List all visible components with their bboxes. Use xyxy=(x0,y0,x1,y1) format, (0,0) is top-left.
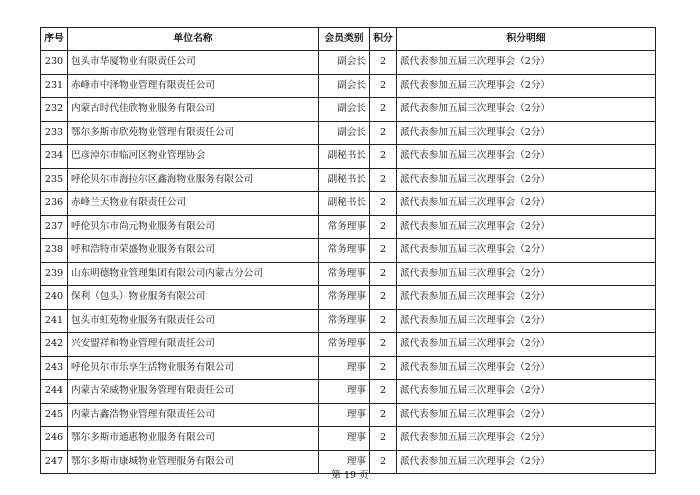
table-row xyxy=(41,215,656,239)
cell-serial-number: 235 xyxy=(41,168,68,192)
cell-member-category: 常务理事 xyxy=(319,286,370,310)
cell-serial-number: 231 xyxy=(41,74,68,98)
table-row xyxy=(41,356,656,380)
cell-serial-number: 233 xyxy=(41,121,68,145)
table-row xyxy=(41,239,656,263)
cell-points-detail: 派代表参加五届三次理事会（2分） xyxy=(397,215,656,239)
cell-points-detail: 派代表参加五届三次理事会（2分） xyxy=(397,98,656,122)
cell-serial-number: 241 xyxy=(41,309,68,333)
table-row xyxy=(41,121,656,145)
cell-member-category: 理事 xyxy=(319,380,370,404)
cell-points-detail: 派代表参加五届三次理事会（2分） xyxy=(397,356,656,380)
cell-points: 2 xyxy=(370,192,397,216)
cell-unit-name: 巴彦淖尔市临河区物业管理协会 xyxy=(68,145,319,169)
cell-serial-number: 247 xyxy=(41,450,68,474)
cell-points: 2 xyxy=(370,168,397,192)
cell-unit-name: 呼伦贝尔市尚元物业服务有限公司 xyxy=(68,215,319,239)
cell-points-detail: 派代表参加五届三次理事会（2分） xyxy=(397,309,656,333)
cell-points: 2 xyxy=(370,74,397,98)
cell-unit-name: 赤峰市中泽物业管理有限责任公司 xyxy=(68,74,319,98)
cell-member-category: 理事 xyxy=(319,450,370,474)
cell-unit-name: 鄂尔多斯市欣苑物业管理有限责任公司 xyxy=(68,121,319,145)
cell-points: 2 xyxy=(370,403,397,427)
cell-unit-name: 内蒙古鑫浩物业管理有限责任公司 xyxy=(68,403,319,427)
cell-points-detail: 派代表参加五届三次理事会（2分） xyxy=(397,121,656,145)
cell-points: 2 xyxy=(370,356,397,380)
table-row xyxy=(41,380,656,404)
header-points-detail: 积分明细 xyxy=(397,28,656,51)
cell-serial-number: 230 xyxy=(41,51,68,75)
cell-points-detail: 派代表参加五届三次理事会（2分） xyxy=(397,51,656,75)
cell-unit-name: 鄂尔多斯市通惠物业服务有限公司 xyxy=(68,427,319,451)
cell-serial-number: 232 xyxy=(41,98,68,122)
cell-unit-name: 呼和浩特市荣盛物业服务有限公司 xyxy=(68,239,319,263)
cell-serial-number: 245 xyxy=(41,403,68,427)
cell-member-category: 理事 xyxy=(319,427,370,451)
cell-member-category: 副会长 xyxy=(319,51,370,75)
header-points: 积分 xyxy=(370,28,397,51)
cell-member-category: 常务理事 xyxy=(319,239,370,263)
cell-points-detail: 派代表参加五届三次理事会（2分） xyxy=(397,403,656,427)
header-member-category: 会员类别 xyxy=(319,28,370,51)
table-row xyxy=(41,309,656,333)
cell-points-detail: 派代表参加五届三次理事会（2分） xyxy=(397,427,656,451)
table-row xyxy=(41,286,656,310)
cell-member-category: 副会长 xyxy=(319,98,370,122)
cell-serial-number: 243 xyxy=(41,356,68,380)
cell-member-category: 理事 xyxy=(319,356,370,380)
cell-points: 2 xyxy=(370,333,397,357)
table-row xyxy=(41,427,656,451)
cell-member-category: 常务理事 xyxy=(319,333,370,357)
cell-points: 2 xyxy=(370,427,397,451)
table-row xyxy=(41,51,656,75)
cell-unit-name: 赤峰兰天物业有限责任公司 xyxy=(68,192,319,216)
cell-member-category: 副会长 xyxy=(319,74,370,98)
cell-serial-number: 234 xyxy=(41,145,68,169)
cell-points-detail: 派代表参加五届三次理事会（2分） xyxy=(397,286,656,310)
cell-serial-number: 242 xyxy=(41,333,68,357)
cell-serial-number: 238 xyxy=(41,239,68,263)
cell-member-category: 副秘书长 xyxy=(319,192,370,216)
cell-points-detail: 派代表参加五届三次理事会（2分） xyxy=(397,333,656,357)
cell-points-detail: 派代表参加五届三次理事会（2分） xyxy=(397,239,656,263)
cell-points: 2 xyxy=(370,98,397,122)
cell-member-category: 常务理事 xyxy=(319,309,370,333)
member-points-table xyxy=(40,27,656,474)
cell-points: 2 xyxy=(370,380,397,404)
cell-unit-name: 呼伦贝尔市乐享生活物业服务有限公司 xyxy=(68,356,319,380)
cell-unit-name: 包头市虹苑物业服务有限责任公司 xyxy=(68,309,319,333)
cell-points: 2 xyxy=(370,262,397,286)
cell-unit-name: 包头市华厦物业有限责任公司 xyxy=(68,51,319,75)
cell-points-detail: 派代表参加五届三次理事会（2分） xyxy=(397,262,656,286)
cell-points-detail: 派代表参加五届三次理事会（2分） xyxy=(397,168,656,192)
cell-unit-name: 山东明德物业管理集团有限公司内蒙古分公司 xyxy=(68,262,319,286)
header-unit-name: 单位名称 xyxy=(68,28,319,51)
cell-points: 2 xyxy=(370,309,397,333)
cell-points: 2 xyxy=(370,145,397,169)
cell-points-detail: 派代表参加五届三次理事会（2分） xyxy=(397,145,656,169)
cell-member-category: 副会长 xyxy=(319,121,370,145)
cell-points: 2 xyxy=(370,239,397,263)
table-body xyxy=(41,51,656,474)
cell-points: 2 xyxy=(370,51,397,75)
cell-serial-number: 237 xyxy=(41,215,68,239)
table-row xyxy=(41,192,656,216)
cell-unit-name: 内蒙古时代佳欣物业服务有限公司 xyxy=(68,98,319,122)
cell-points: 2 xyxy=(370,286,397,310)
cell-serial-number: 246 xyxy=(41,427,68,451)
cell-points-detail: 派代表参加五届三次理事会（2分） xyxy=(397,450,656,474)
cell-unit-name: 兴安盟祥和物业管理有限责任公司 xyxy=(68,333,319,357)
table-row xyxy=(41,145,656,169)
cell-serial-number: 244 xyxy=(41,380,68,404)
header-serial-number: 序号 xyxy=(41,28,68,51)
cell-points: 2 xyxy=(370,215,397,239)
table-row xyxy=(41,403,656,427)
table-row xyxy=(41,98,656,122)
cell-serial-number: 236 xyxy=(41,192,68,216)
cell-points-detail: 派代表参加五届三次理事会（2分） xyxy=(397,380,656,404)
cell-points-detail: 派代表参加五届三次理事会（2分） xyxy=(397,192,656,216)
table-row xyxy=(41,333,656,357)
table-row xyxy=(41,74,656,98)
cell-unit-name: 鄂尔多斯市康城物业管理服务有限公司 xyxy=(68,450,319,474)
cell-member-category: 常务理事 xyxy=(319,215,370,239)
cell-member-category: 副秘书长 xyxy=(319,168,370,192)
cell-member-category: 理事 xyxy=(319,403,370,427)
cell-points: 2 xyxy=(370,121,397,145)
table-row xyxy=(41,262,656,286)
cell-member-category: 常务理事 xyxy=(319,262,370,286)
cell-serial-number: 240 xyxy=(41,286,68,310)
table-header-row xyxy=(41,28,656,51)
cell-member-category: 副秘书长 xyxy=(319,145,370,169)
cell-unit-name: 内蒙古荣威物业服务管理有限责任公司 xyxy=(68,380,319,404)
cell-unit-name: 呼伦贝尔市海拉尔区鑫海物业服务有限公司 xyxy=(68,168,319,192)
cell-unit-name: 保利（包头）物业服务有限公司 xyxy=(68,286,319,310)
table-row xyxy=(41,168,656,192)
cell-points: 2 xyxy=(370,450,397,474)
cell-points-detail: 派代表参加五届三次理事会（2分） xyxy=(397,74,656,98)
cell-serial-number: 239 xyxy=(41,262,68,286)
page-number: 第 19 页 xyxy=(331,470,369,481)
